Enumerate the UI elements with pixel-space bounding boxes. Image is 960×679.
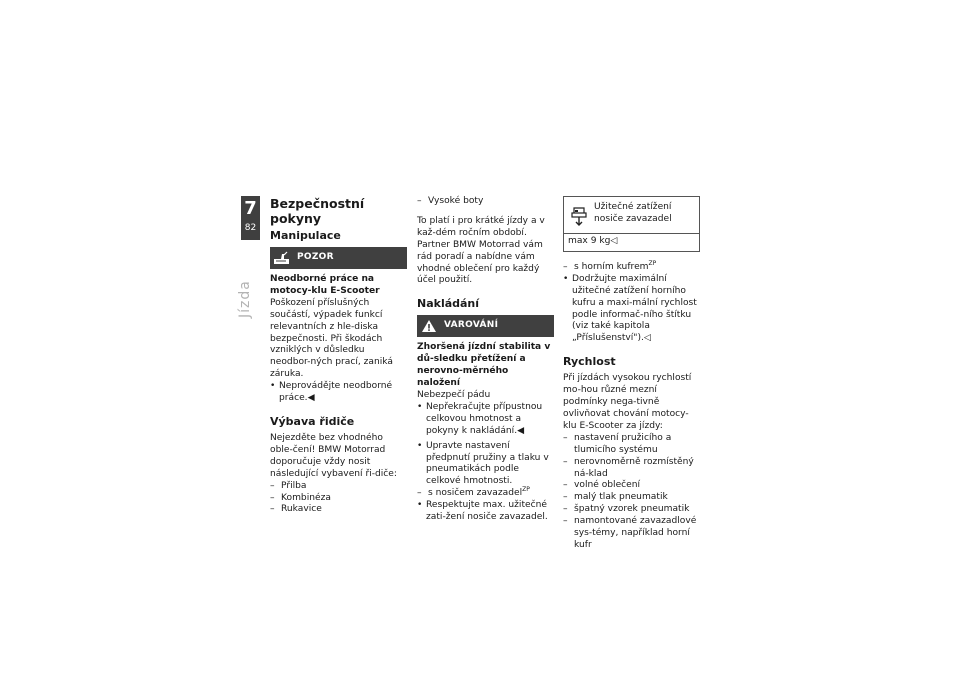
spec-title: Užitečné zatížení nosiče zavazadel: [594, 202, 672, 224]
list-item-text: Rukavice: [281, 504, 322, 515]
list-item: – Rukavice: [270, 504, 322, 515]
column-1: [270, 196, 407, 516]
caution-text: Poškození příslušných součástí, výpadek funkcí relevantních z hle-diska bezpečnosti. Při škodách vzniklých v důsledku neodbor-ných prací, zaniká záruka.: [270, 297, 393, 380]
subheading-nakladani: Nakládání: [417, 297, 480, 311]
list-item-text: Vysoké boty: [428, 196, 484, 206]
caution-hand-icon: [273, 250, 291, 266]
list-item-text: s nosičem zavazadel: [428, 488, 523, 499]
warning-triangle-icon: [420, 318, 438, 334]
list-item: – špatný vzorek pneumatik: [563, 504, 690, 515]
list-item-text: namontované zavazadlové sys-témy, například horní kufr: [574, 516, 697, 550]
list-item: • Upravte nastavení předpnutí pružiny a tlaku v pneumatikách podle celkové hmotnosti.: [417, 440, 549, 487]
caution-label: POZOR: [297, 252, 334, 263]
list-item: – Kombinéza: [270, 492, 331, 503]
column-3: [563, 196, 700, 552]
list-item: – nerovnoměrně rozmístěný ná-klad: [563, 456, 694, 479]
chapter-side-title: Jízda: [237, 280, 253, 318]
bullet-text: Upravte nastavení předpnutí pružiny a tlaku v pneumatikách podle celkové hmotnosti.: [426, 440, 549, 487]
list-item: • Nepřekračujte přípustnou celkovou hmotnost a pokyny k nakládání.◀: [417, 401, 543, 436]
list-item: • Dodržujte maximální užitečné zatížení horního kufru a maxi-mální rychlost podle informač-ního štítku (viz také kapitola „Příslušenství").◁: [563, 273, 697, 344]
warning-label: VAROVÁNÍ: [444, 320, 499, 331]
list-item: • Respektujte max. užitečné zati-žení nosiče zavazadel.: [417, 500, 548, 523]
danger-text: Nebezpečí pádu: [417, 389, 491, 400]
list-item-text: nerovnoměrně rozmístěný ná-klad: [574, 456, 694, 479]
section-heading-safety: Bezpečnostní pokyny: [270, 196, 365, 226]
list-item: – Vysoké boty: [417, 196, 484, 206]
option-superscript: ZP: [522, 486, 530, 494]
warning-banner: [417, 315, 554, 337]
spec-header: [564, 197, 699, 234]
spec-box: [563, 196, 700, 252]
column-2: [417, 196, 554, 524]
list-item-text: Kombinéza: [281, 492, 331, 503]
caution-heading: Neodborné práce na motocy-klu E-Scooter: [270, 274, 380, 296]
list-item: • Neprovádějte neodborné práce.◀: [270, 381, 393, 404]
bullet-text: Dodržujte maximální užitečné zatížení horního kufru a maxi-mální rychlost podle informač-ního štítku (viz také kapitola „Příslušenství").◁: [572, 273, 697, 344]
bullet-text: Respektujte max. užitečné zati-žení nosiče zavazadel.: [426, 500, 548, 523]
list-item: – Přilba: [270, 480, 307, 491]
bullet-text: Nepřekračujte přípustnou celkovou hmotnost a pokyny k nakládání.◀: [426, 401, 543, 436]
list-item: – namontované zavazadlové sys-témy, například horní kufr: [563, 516, 697, 550]
advice-paragraph: To platí i pro krátké jízdy a v kaž-dém ročním období. Partner BMW Motorrad vám rád poradí a nabídne vám vhodné oblečení pro každý účel použití.: [417, 215, 545, 286]
list-item-text: nastavení pružicího a tlumicího systému: [574, 432, 672, 455]
list-item-text: malý tlak pneumatik: [574, 492, 668, 503]
list-item: – malý tlak pneumatik: [563, 492, 668, 503]
vybava-text: Nejezděte bez vhodného oble-čení! BMW Motorrad doporučuje vždy nosit následující vybavení ři-diče:: [270, 432, 397, 479]
caution-banner: [270, 247, 407, 269]
warning-heading: Zhoršená jízdní stabilita v dů-sledku přetížení a nerovno-měrného naložení: [417, 342, 551, 389]
luggage-load-icon: [568, 201, 590, 229]
list-item-text: s horním kufrem: [574, 261, 649, 272]
rychlost-text: Při jízdách vysokou rychlostí mo-hou různé mezní podmínky nega-tivně ovlivňovat chování motocy-klu E-Scooter za jízdy:: [563, 373, 692, 431]
spec-value: max 9 kg◁: [568, 236, 618, 246]
page-number: 82: [244, 223, 257, 233]
subheading-vybava: Výbava řidiče: [270, 414, 355, 428]
chapter-number: 7: [244, 198, 257, 219]
list-item: – volné oblečení: [563, 480, 641, 491]
list-item: – s nosičem zavazadel$^{ZP}$: [417, 486, 530, 499]
chapter-tab: [241, 196, 260, 240]
list-item: – nastavení pružicího a tlumicího systému: [563, 432, 672, 455]
bullet-text: Neprovádějte neodborné práce.◀: [279, 381, 393, 404]
subheading-rychlost: Rychlost: [563, 355, 616, 369]
subheading-manipulace: Manipulace: [270, 229, 341, 242]
list-item-text: volné oblečení: [574, 480, 641, 491]
list-item-text: Přilba: [281, 480, 307, 491]
list-item: – s horním kufrem$^{ZP}$: [563, 259, 657, 272]
list-item-text: špatný vzorek pneumatik: [574, 504, 690, 515]
option-superscript: ZP: [648, 259, 657, 267]
